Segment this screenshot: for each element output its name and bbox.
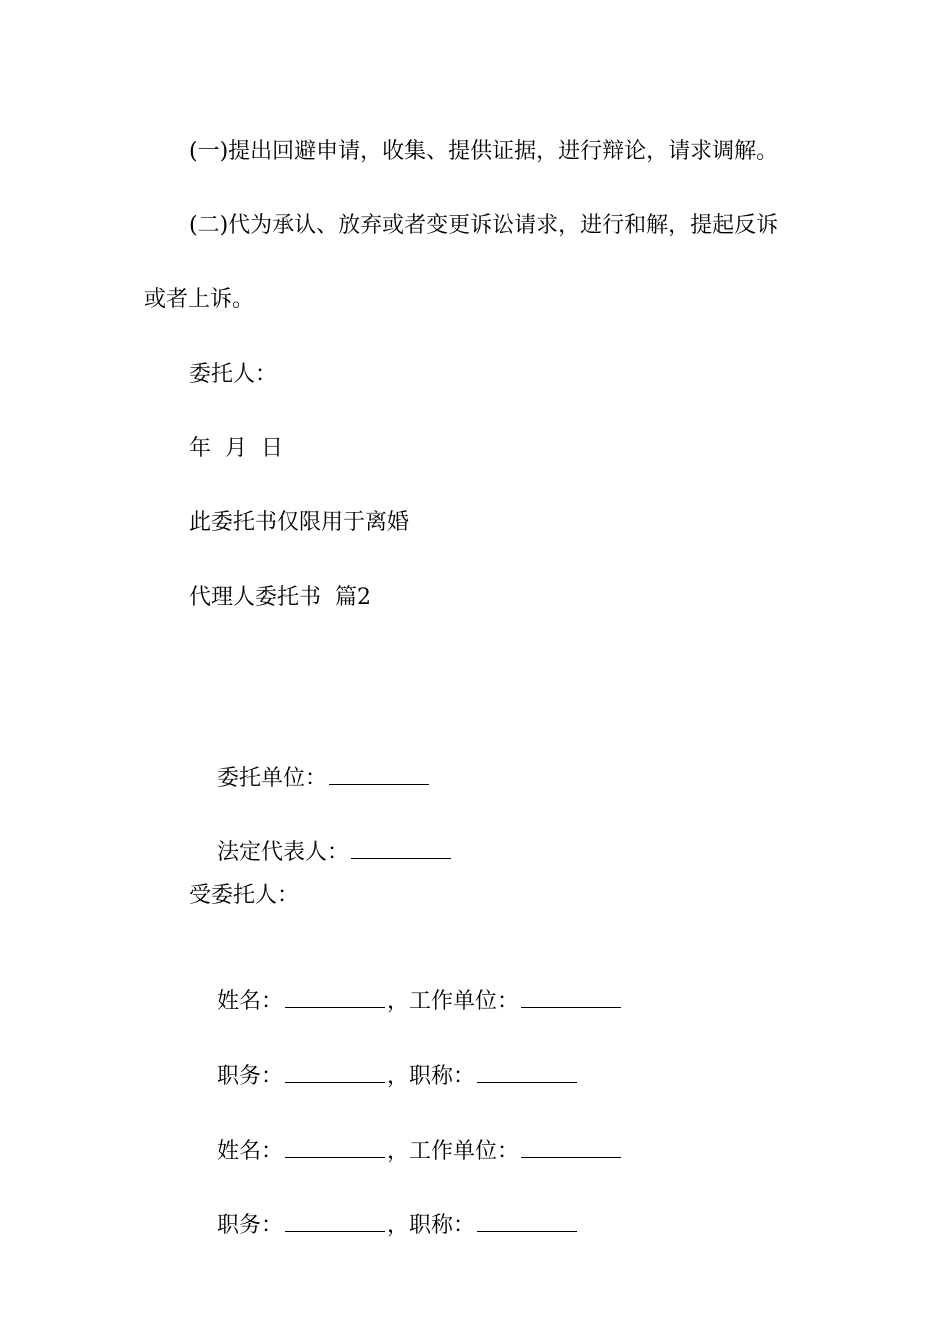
workplace-label: ，工作单位： [387, 1139, 520, 1164]
name-label: 姓名： [216, 989, 283, 1014]
section-title: 代理人委托书 篇2 [189, 585, 371, 610]
workplace-label: ，工作单位： [387, 989, 520, 1014]
agent-2-position-row [189, 1179, 579, 1271]
position-blank [285, 1209, 385, 1232]
title-label: ，职称： [387, 1213, 476, 1238]
paragraph-clause-2-line-2: 或者上诉。 [144, 287, 255, 312]
name-blank [285, 1135, 385, 1158]
entrusting-unit-blank [329, 762, 429, 785]
position-label: 职务： [216, 1213, 283, 1238]
title-blank [477, 1209, 577, 1232]
legal-rep-label: 法定代表人： [216, 840, 349, 865]
paragraph-clause-1: (一)提出回避申请，收集、提供证据，进行辩论，请求调解。 [189, 139, 779, 164]
name-blank [285, 985, 385, 1008]
position-label: 职务： [216, 1064, 283, 1089]
position-blank [285, 1060, 385, 1083]
scope-note: 此委托书仅限用于离婚 [189, 510, 410, 535]
principal-label: 委托人： [189, 362, 278, 387]
agent-label: 受委托人： [189, 883, 300, 908]
date-line: 年 月 日 [189, 436, 283, 461]
workplace-blank [521, 1135, 621, 1158]
title-label: ，职称： [387, 1064, 476, 1089]
paragraph-clause-2-line-1: (二)代为承认、放弃或者变更诉讼请求，进行和解，提起反诉 [189, 213, 779, 238]
legal-rep-blank [351, 836, 451, 859]
workplace-blank [521, 985, 621, 1008]
title-blank [477, 1060, 577, 1083]
entrusting-unit-label: 委托单位： [216, 766, 327, 791]
name-label: 姓名： [216, 1139, 283, 1164]
